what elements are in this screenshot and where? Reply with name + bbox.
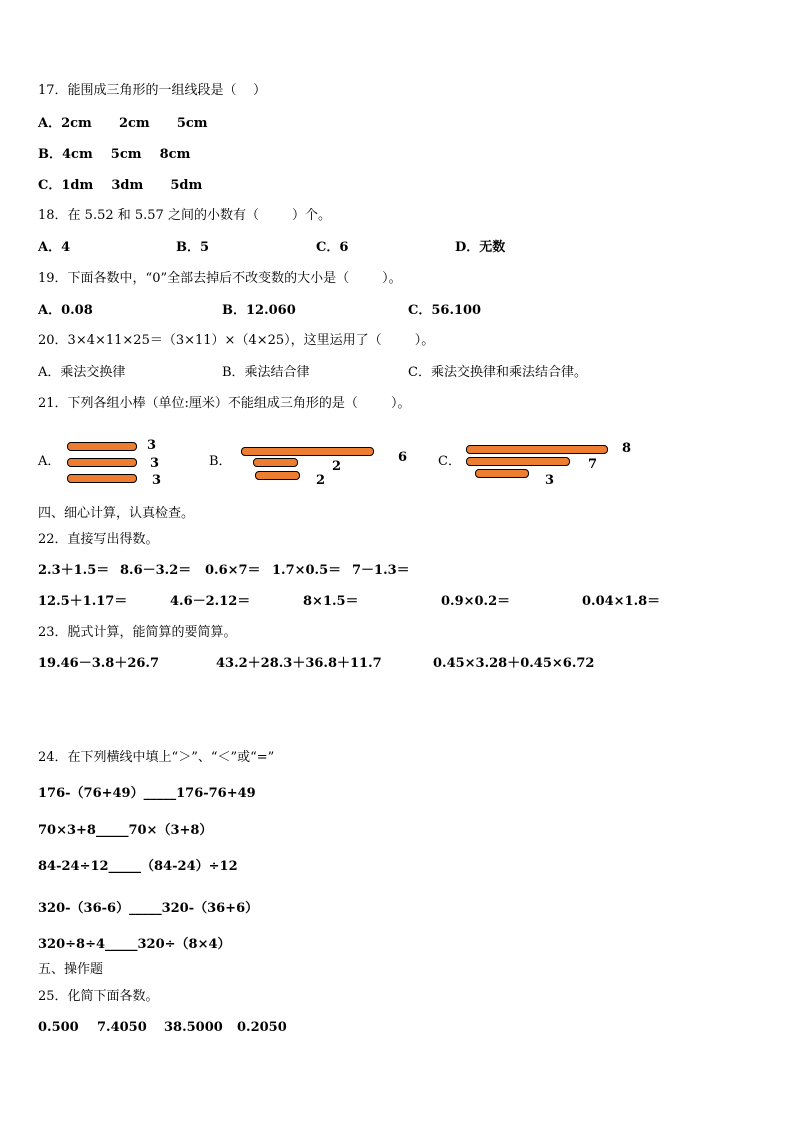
q19-stem: 19．下面各数中，“0”全部去掉后不改变数的大小是（ ）。 (38, 271, 402, 286)
q24-item-2: 70×3+8_____70×（3+8） (38, 823, 213, 838)
q23-item-1: 19.46－3.8＋26.7 (38, 656, 159, 671)
stick-c1 (466, 445, 608, 454)
q22-r2-4: 0.9×0.2＝ (441, 594, 511, 609)
q22-r2-3: 8×1.5＝ (303, 594, 359, 609)
q24-item-4: 320-（36-6）_____320-（36+6） (38, 901, 259, 916)
q25-stem: 25．化简下面各数。 (38, 989, 159, 1004)
stick-c3 (475, 469, 529, 478)
stick-b1 (241, 447, 374, 456)
q22-stem: 22．直接写出得数。 (38, 532, 159, 547)
stick-a3-length: 3 (152, 473, 162, 488)
q25-item-3: 38.5000 (164, 1020, 223, 1035)
q20-option-b: B．乘法结合律 (222, 365, 310, 380)
q17-option-c: C．1dm 3dm 5dm (38, 178, 203, 193)
q18-option-a: A．4 (38, 240, 71, 255)
q22-r1-5: 7－1.3＝ (352, 563, 410, 578)
q22-r2-1: 12.5＋1.17＝ (38, 594, 128, 609)
stick-b2 (253, 458, 298, 467)
q17-option-b: B．4cm 5cm 8cm (38, 147, 191, 162)
q23-item-2: 43.2＋28.3＋36.8＋11.7 (216, 656, 382, 671)
q18-stem: 18．在 5.52 和 5.57 之间的小数有（ ）个。 (38, 208, 332, 223)
q24-stem: 24．在下列横线中填上“＞”、“＜”或“=” (38, 750, 275, 765)
q20-option-a: A．乘法交换律 (38, 365, 126, 380)
q21-group-a-label: A． (38, 454, 61, 469)
q25-item-2: 7.4050 (97, 1020, 147, 1035)
q24-item-1: 176-（76+49）_____176-76+49 (38, 786, 256, 801)
q18-option-d: D．无数 (455, 240, 506, 255)
stick-c2 (466, 457, 570, 466)
q24-item-5: 320÷8÷4_____320÷（8×4） (38, 937, 231, 952)
q20-option-c: C．乘法交换律和乘法结合律。 (408, 365, 587, 380)
q23-item-3: 0.45×3.28＋0.45×6.72 (433, 656, 595, 671)
q22-r1-3: 0.6×7＝ (205, 563, 261, 578)
stick-c3-length: 3 (545, 473, 555, 488)
q20-stem: 20．3×4×11×25＝（3×11）×（4×25），这里运用了（ ）。 (38, 333, 435, 348)
q21-stem: 21．下列各组小棒（单位:厘米）不能组成三角形的是（ ）。 (38, 396, 411, 411)
q19-option-b: B．12.060 (222, 303, 296, 318)
stick-a3 (67, 474, 137, 483)
q17-option-a: A．2cm 2cm 5cm (38, 116, 208, 131)
q22-r2-2: 4.6－2.12＝ (170, 594, 251, 609)
q17-stem: 17．能围成三角形的一组线段是（ ） (38, 83, 267, 98)
stick-a1 (67, 442, 137, 451)
q21-group-c-label: C． (438, 454, 461, 469)
stick-a2 (67, 458, 137, 467)
q21-group-b-label: B． (209, 454, 232, 469)
q22-r1-1: 2.3＋1.5＝ (38, 563, 110, 578)
stick-c2-length: 7 (588, 457, 598, 472)
q18-option-b: B．5 (176, 240, 210, 255)
q19-option-a: A．0.08 (38, 303, 93, 318)
q18-option-c: C．6 (316, 240, 349, 255)
q22-r1-2: 8.6－3.2＝ (120, 563, 192, 578)
q19-option-c: C．56.100 (408, 303, 482, 318)
stick-b3-length: 2 (316, 473, 326, 488)
q23-stem: 23．脱式计算，能简算的要简算。 (38, 625, 237, 640)
section5-heading: 五、操作题 (38, 962, 104, 977)
q25-item-1: 0.500 (38, 1020, 79, 1035)
q22-r2-5: 0.04×1.8＝ (582, 594, 661, 609)
stick-b1-length: 6 (398, 450, 408, 465)
q25-item-4: 0.2050 (237, 1020, 287, 1035)
q24-item-3: 84-24÷12_____（84-24）÷12 (38, 859, 238, 874)
stick-a1-length: 3 (147, 438, 157, 453)
stick-a2-length: 3 (150, 456, 160, 471)
stick-b3 (255, 471, 300, 480)
section4-heading: 四、细心计算，认真检查。 (38, 506, 195, 521)
stick-b2-length: 2 (332, 459, 342, 474)
q22-r1-4: 1.7×0.5＝ (272, 563, 342, 578)
stick-c1-length: 8 (622, 441, 632, 456)
